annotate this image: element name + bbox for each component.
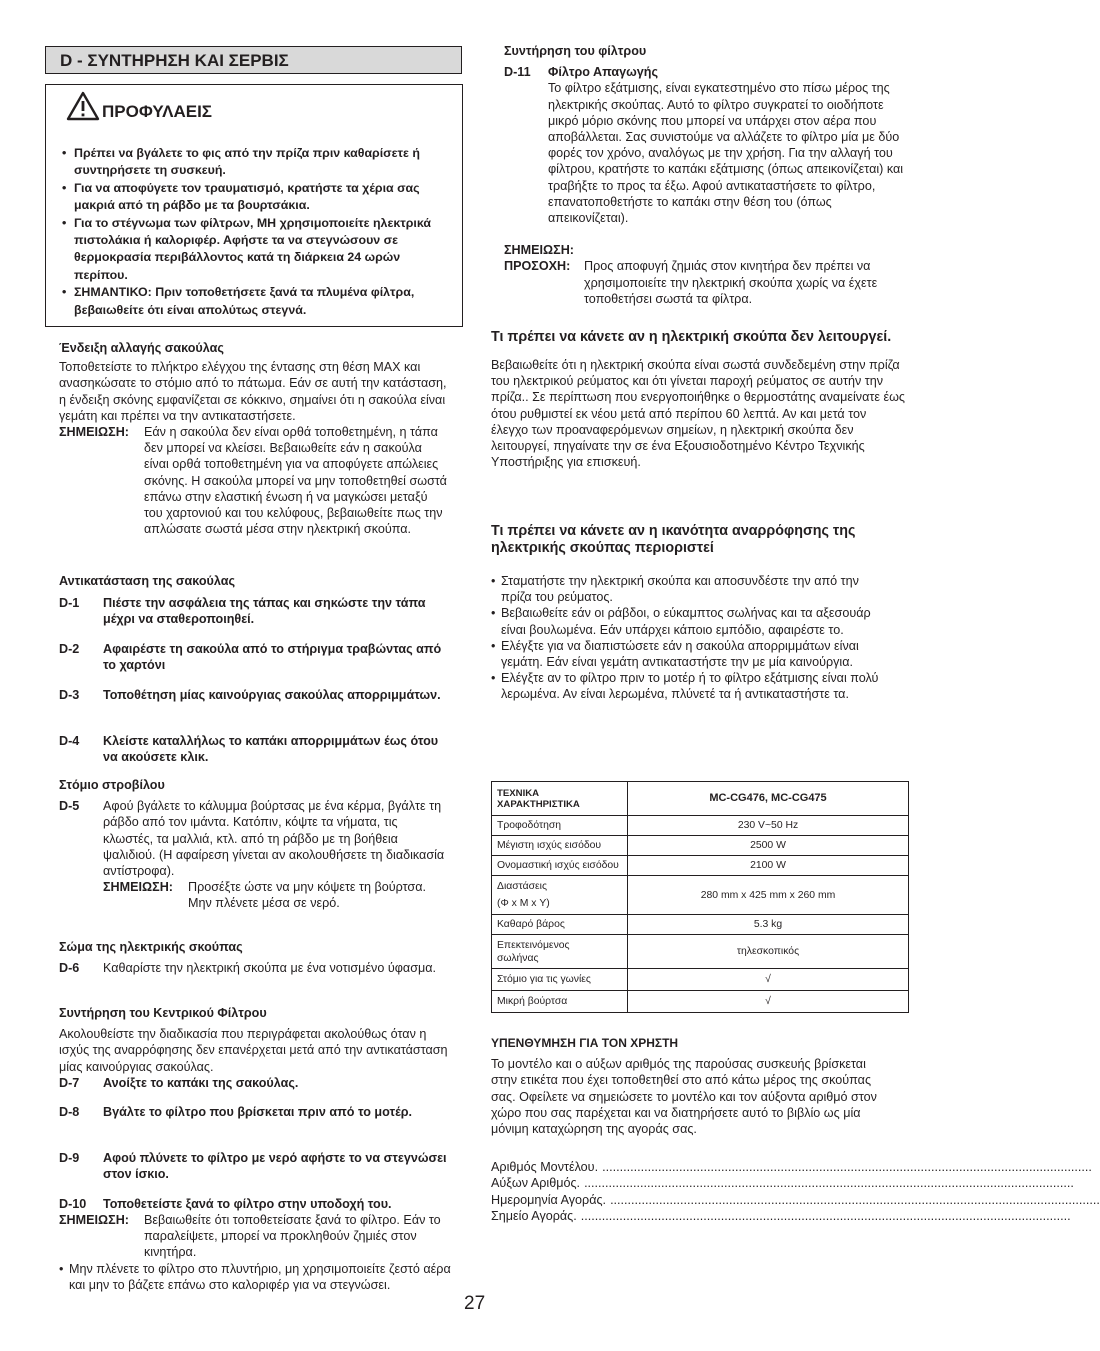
spec-label: (Φ x Μ x Υ) (497, 898, 550, 909)
list-item: • Για το στέγνωμα των φίλτρων, ΜΗ χρησιμοποιείτε ηλεκτρικά πιστολάκια ή καλοριφέρ. Αφήστε τα να στεγνώσουν σε θερμοκρασία περιβάλλοντος κατά τη διάρκεια 24 ωρών περίπου. (62, 215, 452, 285)
not-working-section (491, 329, 905, 470)
list-item: • Ελέγξτε αν το φίλτρο πριν το μοτέρ ή το φίλτρο εξάτμισης είναι πολύ λερωμένα. Αν είναι λερωμένα, πλύνετέ τα ή αντικαταστήστε τα. (491, 670, 891, 702)
body-title: Σώμα της ηλεκτρικής σκούπας (59, 940, 243, 954)
models-cell: MC-CG476, MC-CG475 (628, 782, 909, 816)
caution-text: Προς αποφυγή ζημιάς στον κινητήρα δεν πρέπει να χρησιμοποιείτε την ηλεκτρική σκούπα χωρίς να έχετε τοποθετήσει σωστά τα φίλτρα. (584, 259, 878, 306)
header-line: ΧΑΡΑΚΤΗΡΙΣΤΙΚΑ (497, 798, 580, 810)
step-code: D-4 (59, 734, 80, 749)
spec-label-cell (492, 935, 628, 969)
step-row (59, 1075, 451, 1104)
not-working-title: Τι πρέπει να κάνετε αν η ηλεκτρική σκούπα δεν λειτουργεί. (491, 329, 892, 345)
suction-list (491, 573, 891, 703)
reminder-text: Το μοντέλο και ο αύξων αριθμός της παρούσας συσκευής βρίσκεται στην ετικέτα που έχει τοποθετηθεί στο από κάτω μέρος της σκούπας σας. Οφείλετε να σημειώσετε το μοντέλο και τον αύξοντα αριθμό στον χώρο που σας παρέχεται και να διατηρήσετε αυτό το βιβλίο ως μία μόνιμη καταχώρηση της αγοράς σας. (491, 1057, 877, 1137)
step-code: D-5 (59, 799, 80, 814)
field-label: Σημείο Αγοράς. (491, 1208, 577, 1223)
body-step (59, 960, 451, 976)
table-row (492, 816, 909, 836)
spec-table (491, 781, 909, 1013)
table-row (492, 856, 909, 876)
table-row (492, 969, 909, 991)
spec-value: 2100 W (628, 856, 909, 876)
central-filter-note (59, 1212, 451, 1261)
field-dots: ............................................................................................................................................ (584, 1176, 1074, 1191)
step-text: Κλείστε καταλλήλως το καπάκι απορριμμάτων έως ότου να ακούσετε κλικ. (103, 734, 439, 765)
step-code: D-11 (504, 65, 531, 80)
spec-value: 230 V~50 Hz (628, 816, 909, 836)
body-text: Καθαρίστε την ηλεκτρική σκούπα με ένα νοτισμένο ύφασμα. (103, 961, 436, 976)
spec-value: 5.3 kg (628, 915, 909, 935)
step-code: D-8 (59, 1104, 80, 1119)
spec-value: √ (628, 969, 909, 991)
spec-value: τηλεσκοπικός (628, 935, 909, 969)
list-item: • Πρέπει να βγάλετε το φις από την πρίζα πριν καθαρίσετε ή συντηρήσετε τη συσκευή. (62, 145, 452, 180)
spec-label: Μέγιστη ισχύς εισόδου (492, 836, 628, 856)
field-dots: ............................................................................................................................................ (610, 1192, 1100, 1207)
table-header-cell (492, 782, 628, 816)
note-label: ΣΗΜΕΙΩΣΗ: (103, 880, 173, 895)
table-row (492, 782, 909, 816)
spec-label: Ονομαστική ισχύς εισόδου (492, 856, 628, 876)
step-row (59, 1104, 451, 1150)
bag-indicator-section (59, 340, 449, 537)
step-code: D-3 (59, 688, 80, 703)
table-row (492, 836, 909, 856)
turbo-text: Αφού βγάλετε το κάλυμμα βούρτσας με ένα κέρμα, βγάλτε τη ράβδο από τον ιμάντα. Κατόπιν, κόψτε τα νήματα, τις κλωστές, τα μαλλιά, κτλ. από τη ράβδο με τη βοήθεια ψαλιδιού. (Η αφαίρεση γίνεται αν ακολουθήσετε τη διαδικασία αντίστροφα). (103, 799, 445, 879)
list-item: • Μην πλένετε το φίλτρο στο πλυντήριο, μη χρησιμοποιείτε ζεστό αέρα και μην το βάζετε επάνω στο καλοριφέρ για να στεγνώσει. (59, 1261, 451, 1293)
note-label: ΣΗΜΕΙΩΣΗ: (59, 1213, 129, 1228)
step-code: D-7 (59, 1075, 80, 1090)
step-row (59, 1196, 451, 1212)
bag-indicator-title: Ένδειξη αλλαγής σακούλας (59, 341, 224, 355)
reminder-title: ΥΠΕΝΘΥΜΗΣΗ ΓΙΑ ΤΟΝ ΧΡΗΣΤΗ (491, 1036, 679, 1050)
warning-icon (66, 91, 100, 121)
spec-label: Διαστάσεις (497, 881, 547, 892)
list-item: • Ελέγξτε για να διαπιστώσετε εάν η σακούλα απορριμμάτων είναι γεμάτη. Εάν είναι γεμάτη αντικαταστήστε την με μία καινούργια. (491, 638, 891, 670)
reminder-field (491, 1208, 1071, 1224)
filter-maint-step (504, 64, 909, 226)
step-row (59, 733, 449, 765)
precautions-title: ΠΡΟΦΥΛΑΕΙΣ (102, 102, 212, 121)
filter-text: Το φίλτρο εξάτμισης, είναι εγκατεστημένο στο πίσω μέρος της ηλεκτρικής σκούπας. Αυτό το φίλτρο συγκρατεί το οιοδήποτε μικρό μόριο σκόνης που μπορεί να υπάρχει στον αέρα που αποβάλλεται. Σας συνιστούμε να αλλάζετε το φίλτρο μία με δύο φορές τον χρόνο, αναλόγως με την χρήση. Για την αλλαγή του φίλτρου, κρατήστε το καπάκι εξάτμισης (όπως απεικονίζεται) και τραβήξτε το προς τα έξω. Αφού αντικαταστήσετε το φίλτρο, επανατοποθετήστε το καπάκι στην θέση του (όπως απεικονίζεται). (548, 81, 904, 226)
reminder-fields (491, 1159, 1100, 1224)
bag-indicator-text: Τοποθετείστε το πλήκτρο ελέγχου της έντασης στη θέση MAX και ανασηκώσατε το στόμιο από το πάτωμα. Εάν σε αυτή την κατάσταση, η ένδειξη σκόνης εμφανίζεται σε κόκκινο, σημαίνει ότι η σακούλα είναι γεμάτη και πρέπει να την αντικαταστήσετε. (59, 360, 447, 423)
suction-title: Τι πρέπει να κάνετε αν η ικανότητα αναρρόφησης της ηλεκτρικής σκούπας περιοριστεί (491, 523, 856, 556)
spec-value: √ (628, 991, 909, 1013)
note-label: ΣΗΜΕΙΩΣΗ: (504, 243, 574, 258)
field-dots: ............................................................................................................................................ (580, 1208, 1071, 1223)
list-item: • Για να αποφύγετε τον τραυματισμό, κρατήστε τα χέρια σας μακριά από τη ράβδο με τα βουρτσάκια. (62, 180, 452, 215)
field-label: Αύξων Αριθμός. (491, 1176, 581, 1191)
step-row (59, 641, 449, 687)
note-text: Βεβαιωθείτε ότι τοποθετείσατε ξανά το φίλτρο. Εάν το παραλείψετε, μπορεί να προκληθούν ζημιές στον κινητήρα. (144, 1213, 441, 1260)
list-item: • ΣΗΜΑΝΤΙΚΟ: Πριν τοποθετήσετε ξανά τα πλυμένα φίλτρα, βεβαιωθείτε ότι είναι απολύτως στεγνά. (62, 284, 452, 319)
central-filter-intro: Ακολουθείστε την διαδικασία που περιγράφεται ακολούθως όταν η ισχύς της αναρρόφησης δεν επανέρχεται μετά από την αντικατάσταση μίας καινούργιας σακούλας. (59, 1027, 448, 1074)
list-item: • Σταματήστε την ηλεκτρική σκούπα και αποσυνδέστε την από την πρίζα του ρεύματος. (491, 573, 891, 605)
filter-subtitle: Φίλτρο Απαγωγής (548, 65, 658, 80)
reminder-field (491, 1159, 1092, 1175)
reminder-field (491, 1192, 1100, 1208)
turbo-section (59, 777, 451, 912)
spec-label-cell (492, 876, 628, 915)
filter-maint-section (504, 43, 909, 307)
reminder-field (491, 1175, 1074, 1191)
step-code: D-9 (59, 1150, 80, 1165)
step-text: Αφαιρέστε τη σακούλα από το στήριγμα τραβώντας από το χαρτόνι (103, 642, 442, 673)
step-text: Πιέστε την ασφάλεια της τάπας και σηκώστε την τάπα μέχρι να σταθεροποιηθεί. (103, 596, 426, 627)
field-label: Ημερομηνία Αγοράς. (491, 1192, 607, 1207)
step-row (59, 1150, 451, 1196)
bag-replace-section (59, 573, 449, 766)
caution-label: ΠΡΟΣΟΧΗ: (504, 259, 571, 274)
step-code: D-2 (59, 642, 80, 657)
spec-label: Στόμιο για τις γωνίες (492, 969, 628, 991)
suction-section (491, 523, 909, 703)
precautions-box (45, 84, 463, 327)
note-text: Εάν η σακούλα δεν είναι ορθά τοποθετημένη, η τάπα δεν μπορεί να κλείσει. Βεβαιωθείτε εάν η σακούλα είναι ορθά τοποθετημένη για να αποφύγετε απώλειες σκόνης. Η σακούλα μπορεί να μην τοποθετηθεί σωστά επάνω στην ελαστική ένωση ή να μαγκώσει μεταξύ του χαρτονιού και του κελύφους, βεβαιωθείτε πως την απλώσατε σωστά μέσα στην ηλεκτρική σκούπα. (144, 425, 447, 537)
not-working-text: Βεβαιωθείτε ότι η ηλεκτρική σκούπα είναι σωστά συνδεδεμένη στην πρίζα του ηλεκτρικού ρεύματος και ότι γίνεται παροχή ρεύματος σε αυτήν την πρίζα.. Σε περίπτωση που ενεργοποιήθηκε ο θερμοστάτης αναμείνατε έως ότου ρυθμιστεί εκ νέου μετά από περίπου 60 λεπτά. Αν και μετά τον έλεγχο των προαναφερόμενων σημείων, η ηλεκτρική σκούπα δεν λειτουργεί, πηγαίνατε την σε ένα Εξουσιοδοτημένο Κέντρο Τεχνικής Υποστήριξης για επισκευή. (491, 358, 905, 470)
note-text: Προσέξτε ώστε να μην κόψετε τη βούρτσα. (188, 880, 426, 895)
step-text: Βγάλτε το φίλτρο που βρίσκεται πριν από το μοτέρ. (103, 1104, 413, 1119)
field-label: Αριθμός Μοντέλου. (491, 1160, 599, 1175)
header-line: ΤΕΧΝΙΚΑ (497, 787, 540, 799)
table-row (492, 876, 909, 915)
step-code: D-10 (59, 1196, 87, 1211)
step-text: Ανοίξτε το καπάκι της σακούλας. (103, 1075, 299, 1090)
turbo-step (59, 798, 451, 911)
step-code: D-6 (59, 961, 80, 976)
bag-replace-title: Αντικατάσταση της σακούλας (59, 574, 236, 588)
step-text: Αφού πλύνετε το φίλτρο με νερό αφήστε το να στεγνώσει στον ίσκιο. (103, 1150, 447, 1182)
note-text: Μην πλένετε μέσα σε νερό. (188, 896, 340, 911)
table-row (492, 991, 909, 1013)
spec-value: 2500 W (628, 836, 909, 856)
step-row (59, 595, 449, 641)
central-filter-section (59, 1005, 451, 1293)
spec-value: 280 mm x 425 mm x 260 mm (628, 876, 909, 915)
spec-label: Μικρή βούρτσα (492, 991, 628, 1013)
spec-label: Καθαρό βάρος (492, 915, 628, 935)
body-section (59, 939, 451, 976)
list-item: • Βεβαιωθείτε εάν οι ράβδοι, ο εύκαμπτος σωλήνας και τα αξεσουάρ είναι βουλωμένα. Εάν υπάρχει κάποιο εμπόδιο, αφαιρέστε το. (491, 605, 891, 637)
turbo-title: Στόμιο στροβίλου (59, 778, 165, 792)
step-text: Τοποθετείστε ξανά το φίλτρο στην υποδοχή του. (103, 1196, 392, 1211)
page-number: 27 (464, 1293, 486, 1314)
table-row (492, 915, 909, 935)
step-code: D-1 (59, 596, 80, 611)
precautions-list (62, 145, 452, 319)
central-filter-bullet (59, 1261, 451, 1293)
reminder-section (491, 1035, 1100, 1224)
spec-label: Επεκτεινόμενος (497, 939, 570, 951)
table-row (492, 935, 909, 969)
filter-maint-title: Συντήρηση του φίλτρου (504, 44, 647, 58)
filter-caution (504, 258, 909, 307)
section-title: D - ΣΥΝΤΗΡΗΣΗ ΚΑΙ ΣΕΡΒΙΣ (60, 51, 289, 70)
step-text: Τοποθέτηση μίας καινούργιας σακούλας απορριμμάτων. (103, 688, 441, 703)
section-header (45, 46, 462, 74)
bag-indicator-note (59, 424, 449, 537)
step-row (59, 687, 449, 733)
note-label: ΣΗΜΕΙΩΣΗ: (59, 425, 129, 440)
field-dots: ............................................................................................................................................ (602, 1160, 1092, 1175)
spec-label: Τροφοδότηση (492, 816, 628, 836)
central-filter-title: Συντήρηση του Κεντρικού Φίλτρου (59, 1006, 267, 1020)
spec-label: σωλήνας (497, 952, 539, 964)
turbo-note (103, 879, 451, 911)
